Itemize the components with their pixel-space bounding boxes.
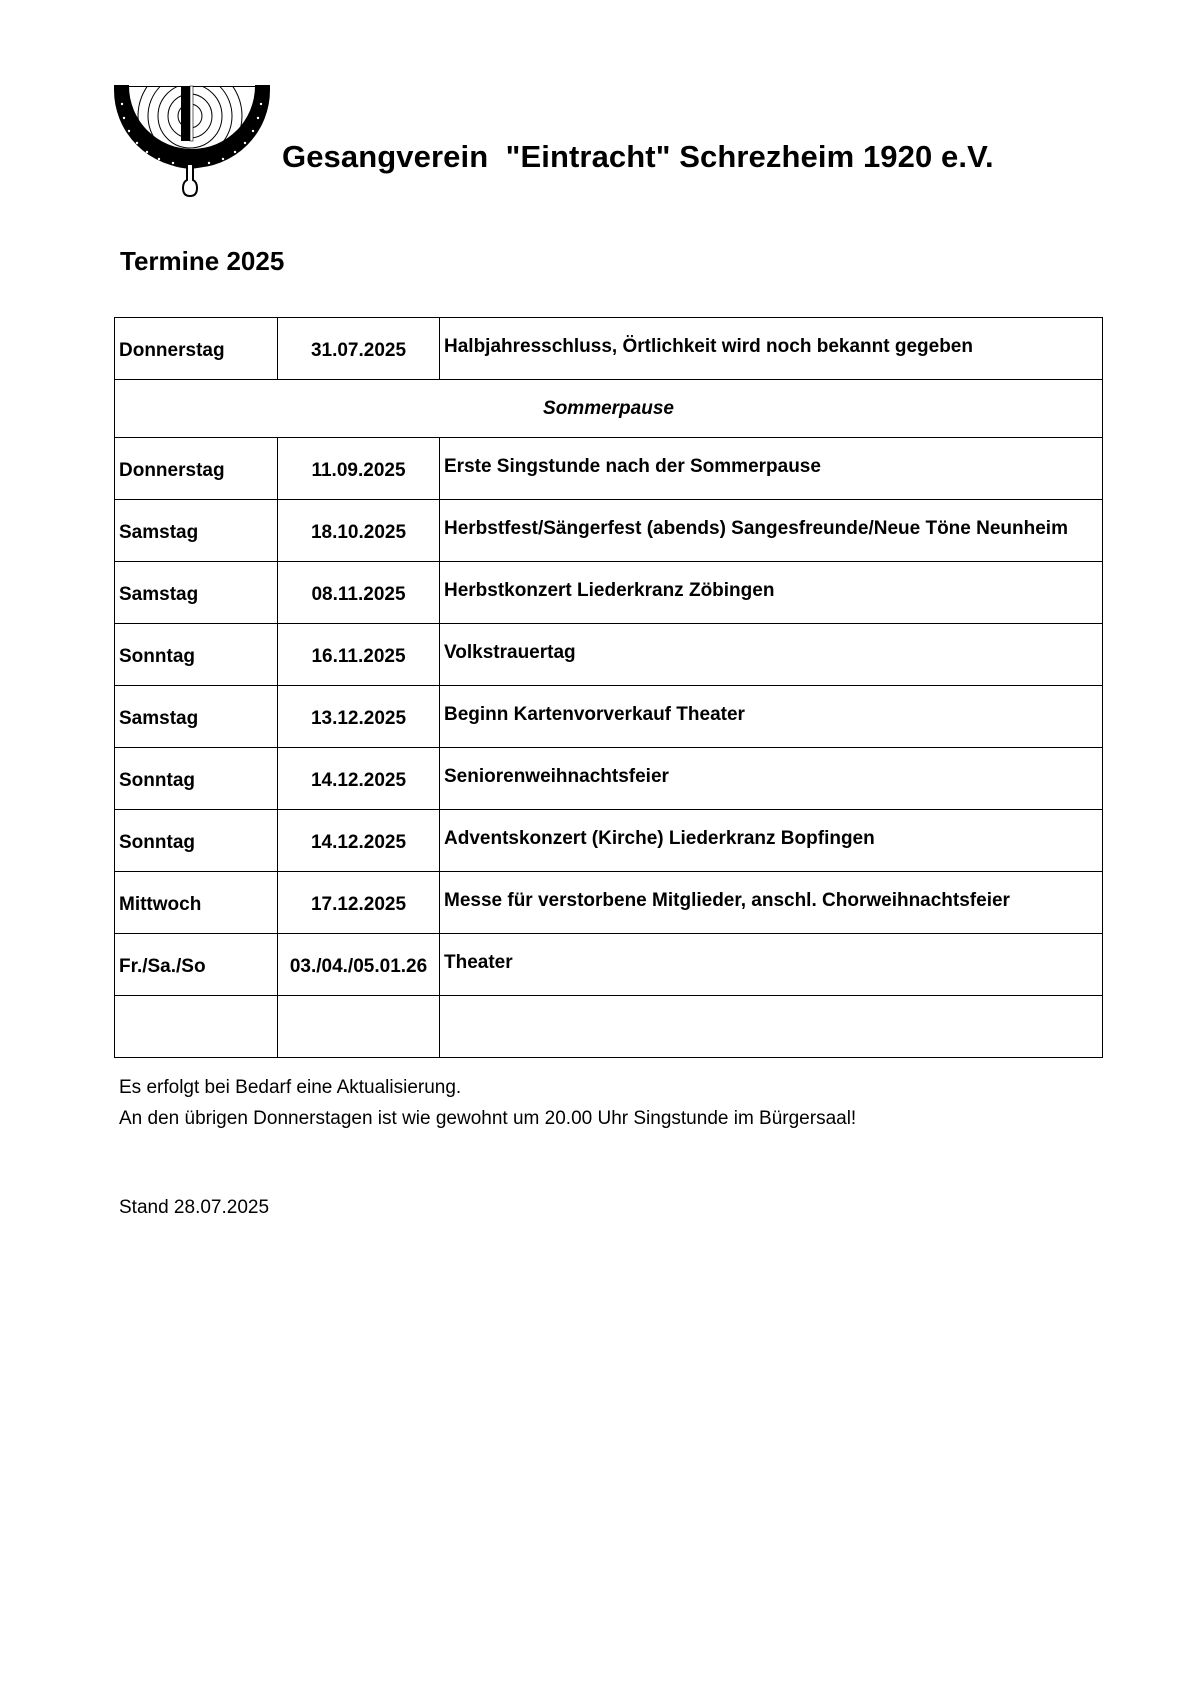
day-cell — [115, 996, 278, 1058]
day-cell: Samstag — [115, 686, 278, 748]
table-row — [115, 562, 1103, 624]
date-cell: 14.12.2025 — [278, 810, 440, 872]
date-cell: 18.10.2025 — [278, 500, 440, 562]
table-row — [115, 810, 1103, 872]
day-cell: Sonntag — [115, 810, 278, 872]
date-cell: 11.09.2025 — [278, 438, 440, 500]
table-row — [115, 438, 1103, 500]
event-cell: Volkstrauertag — [440, 624, 1103, 686]
table-row — [115, 318, 1103, 380]
day-cell: Donnerstag — [115, 318, 278, 380]
event-cell: Theater — [440, 934, 1103, 996]
date-cell: 31.07.2025 — [278, 318, 440, 380]
status-date: Stand 28.07.2025 — [119, 1197, 270, 1218]
page-heading: Termine 2025 — [120, 246, 285, 276]
club-logo — [113, 84, 271, 204]
table-row — [115, 624, 1103, 686]
rehearsal-note: An den übrigen Donnerstagen ist wie gewohnt um 20.00 Uhr Singstunde im Bürgersaal! — [119, 1108, 857, 1129]
date-cell — [278, 996, 440, 1058]
day-cell: Samstag — [115, 500, 278, 562]
event-cell: Adventskonzert (Kirche) Liederkranz Bopfingen — [440, 810, 1103, 872]
table-row — [115, 748, 1103, 810]
day-cell: Mittwoch — [115, 872, 278, 934]
table-row — [115, 686, 1103, 748]
summer-break-cell: Sommerpause — [115, 380, 1103, 438]
event-cell: Seniorenweihnachtsfeier — [440, 748, 1103, 810]
date-cell: 13.12.2025 — [278, 686, 440, 748]
event-cell — [440, 996, 1103, 1058]
event-cell: Halbjahresschluss, Örtlichkeit wird noch bekannt gegeben — [440, 318, 1103, 380]
day-cell: Samstag — [115, 562, 278, 624]
table-row — [115, 380, 1103, 438]
event-cell: Messe für verstorbene Mitglieder, anschl. Chorweihnachtsfeier — [440, 872, 1103, 934]
event-cell: Erste Singstunde nach der Sommerpause — [440, 438, 1103, 500]
date-cell: 14.12.2025 — [278, 748, 440, 810]
organization-title: Gesangverein "Eintracht" Schrezheim 1920 e.V. — [282, 139, 994, 174]
day-cell: Sonntag — [115, 624, 278, 686]
date-cell: 08.11.2025 — [278, 562, 440, 624]
table-row — [115, 996, 1103, 1058]
lyre-emblem-icon — [113, 84, 271, 204]
table-row — [115, 872, 1103, 934]
schedule-table — [114, 317, 1103, 1058]
table-row — [115, 934, 1103, 996]
table-row — [115, 500, 1103, 562]
event-cell: Beginn Kartenvorverkauf Theater — [440, 686, 1103, 748]
date-cell: 16.11.2025 — [278, 624, 440, 686]
day-cell: Sonntag — [115, 748, 278, 810]
event-cell: Herbstkonzert Liederkranz Zöbingen — [440, 562, 1103, 624]
event-cell: Herbstfest/Sängerfest (abends) Sangesfreunde/Neue Töne Neunheim — [440, 500, 1103, 562]
date-cell: 17.12.2025 — [278, 872, 440, 934]
update-note: Es erfolgt bei Bedarf eine Aktualisierung. — [119, 1077, 462, 1098]
day-cell: Donnerstag — [115, 438, 278, 500]
day-cell: Fr./Sa./So — [115, 934, 278, 996]
date-cell: 03./04./05.01.26 — [278, 934, 440, 996]
